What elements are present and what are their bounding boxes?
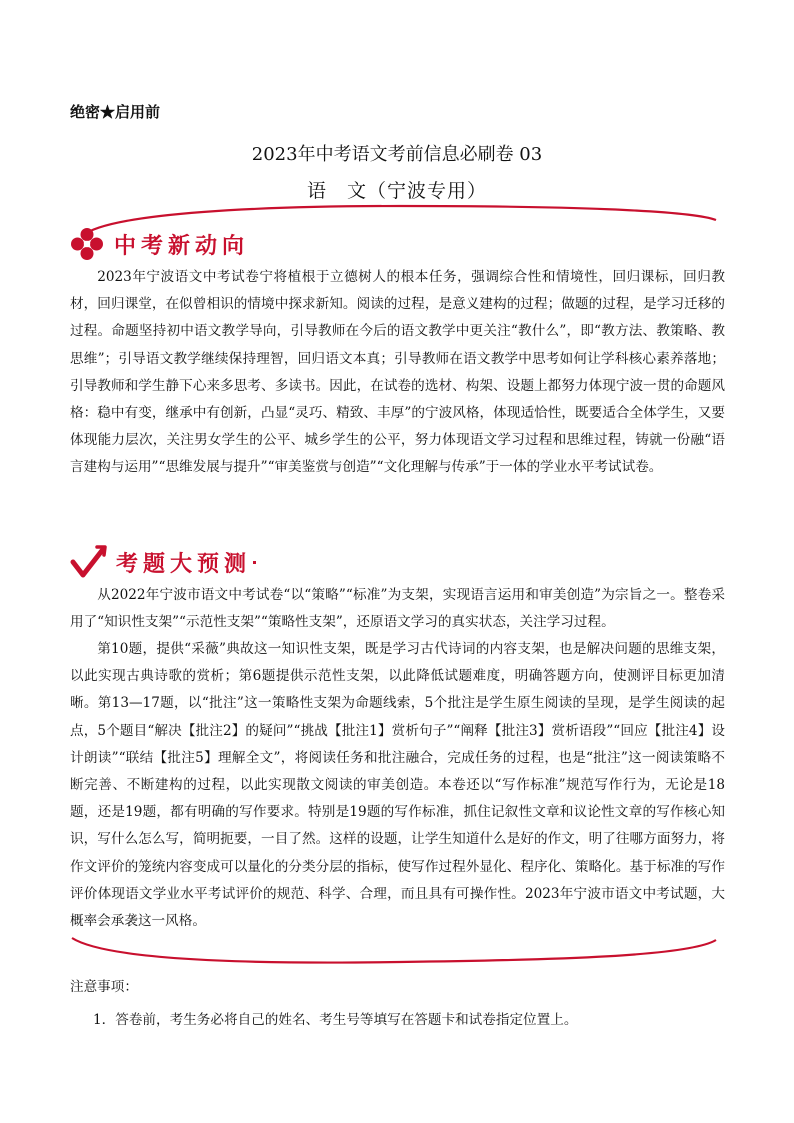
- heading-dot: [253, 561, 256, 564]
- predict-paragraph-2: 第10题，提供“采薇”典故这一知识性支架，既是学习古代诗词的内容支架，也是解决问题的思维支架，以此实现古典诗歌的赏析；第6题提供示范性支架，以此降低试题难度，明确答题方向，使测评目标更加清晰。第13—17题，以“批注”这一策略性支架为命题线索，5个批注是学生原生阅读的呈现，是学生阅读的起点，5个题目“解决【批注2】的疑问”“挑战【批注1】赏析句子”“阐释【批注3】赏析语段”“回应【批注4】设计朗读”“联结【批注5】理解全文”，将阅读任务和批注融合，完成任务的过程，也是“批注”这一阅读策略不断完善、不断建构的过程，以此实现散文阅读的审美创造。本卷还以“写作标准”规范写作行为，无论是18题，还是19题，都有明确的写作要求。特别是19题的写作标准，抓住记叙性文章和议论性文章的写作核心知识，写什么怎么写，简明扼要，一目了然。这样的设题，让学生知道什么是好的作文，明了往哪方面努力，将作文评价的笼统内容变成可以量化的分类分层的指标，使写作过程外显化、程序化、策略化。基于标准的写作评价体现语文学业水平考试评价的规范、科学、合理，而且具有可操作性。2023年宁波市语文中考试题，大概率会承袭这一风格。: [70, 641, 725, 930]
- note-item: 1．答卷前，考生务必将自己的姓名、考生号等填写在答题卡和试卷指定位置上。: [93, 1012, 578, 1028]
- trend-paragraph: 2023年宁波语文中考试卷宁将植根于立德树人的根本任务，强调综合性和情境性，回归课标，回归教材，回归课堂，在似曾相识的情境中探求新知。阅读的过程，是意义建构的过程；做题的过程，是学习迁移的过程。命题坚持初中语文教学导向，引导教师在今后的语文教学中更关注“教什么”，即“教方法、教策略、教思维”；引导语文教学继续保持理智，回归语文本真；引导教师在语文教学中思考如何让学科核心素养落地；引导教师和学生静下心来多思考、多读书。因此，在试卷的选材、构架、设题上都努力体现宁波一贯的命题风格：稳中有变，继承中有创新，凸显“灵巧、精致、丰厚”的宁波风格，体现适恰性，既要适合全体学生，又要体现能力层次，关注男女学生的公平、城乡学生的公平，努力体现语文学习过程和思维过程，铸就一份融“语言建构与运用”“思维发展与提升”“审美鉴赏与创造”“文化理解与传承”于一体的学业水平考试试卷。: [70, 269, 725, 476]
- clover-icon: [70, 227, 104, 261]
- section-title-predict: 考题大预测: [116, 551, 252, 577]
- bottom-arc: [72, 938, 716, 963]
- notes-title: 注意事项：: [70, 979, 138, 995]
- section-heading-predict: [70, 544, 256, 580]
- section-title-trend: 中考新动向: [114, 233, 250, 259]
- check-arrow-icon: [70, 544, 108, 580]
- section-heading-trend: [70, 226, 249, 262]
- confidential-label: 绝密★启用前: [70, 103, 161, 121]
- predict-paragraph-1: 从2022年宁波市语文中考试卷“以“策略”“标准”为支架，实现语言运用和审美创造”为宗旨之一。整卷采用了“知识性支架”“示范性支架”“策略性支架”，还原语文学习的真实状态，关注学习过程。: [70, 587, 725, 631]
- page-subtitle: 语 文（宁波专用）: [306, 180, 487, 202]
- page-title: 2023年中考语文考前信息必刷卷 03: [251, 144, 543, 165]
